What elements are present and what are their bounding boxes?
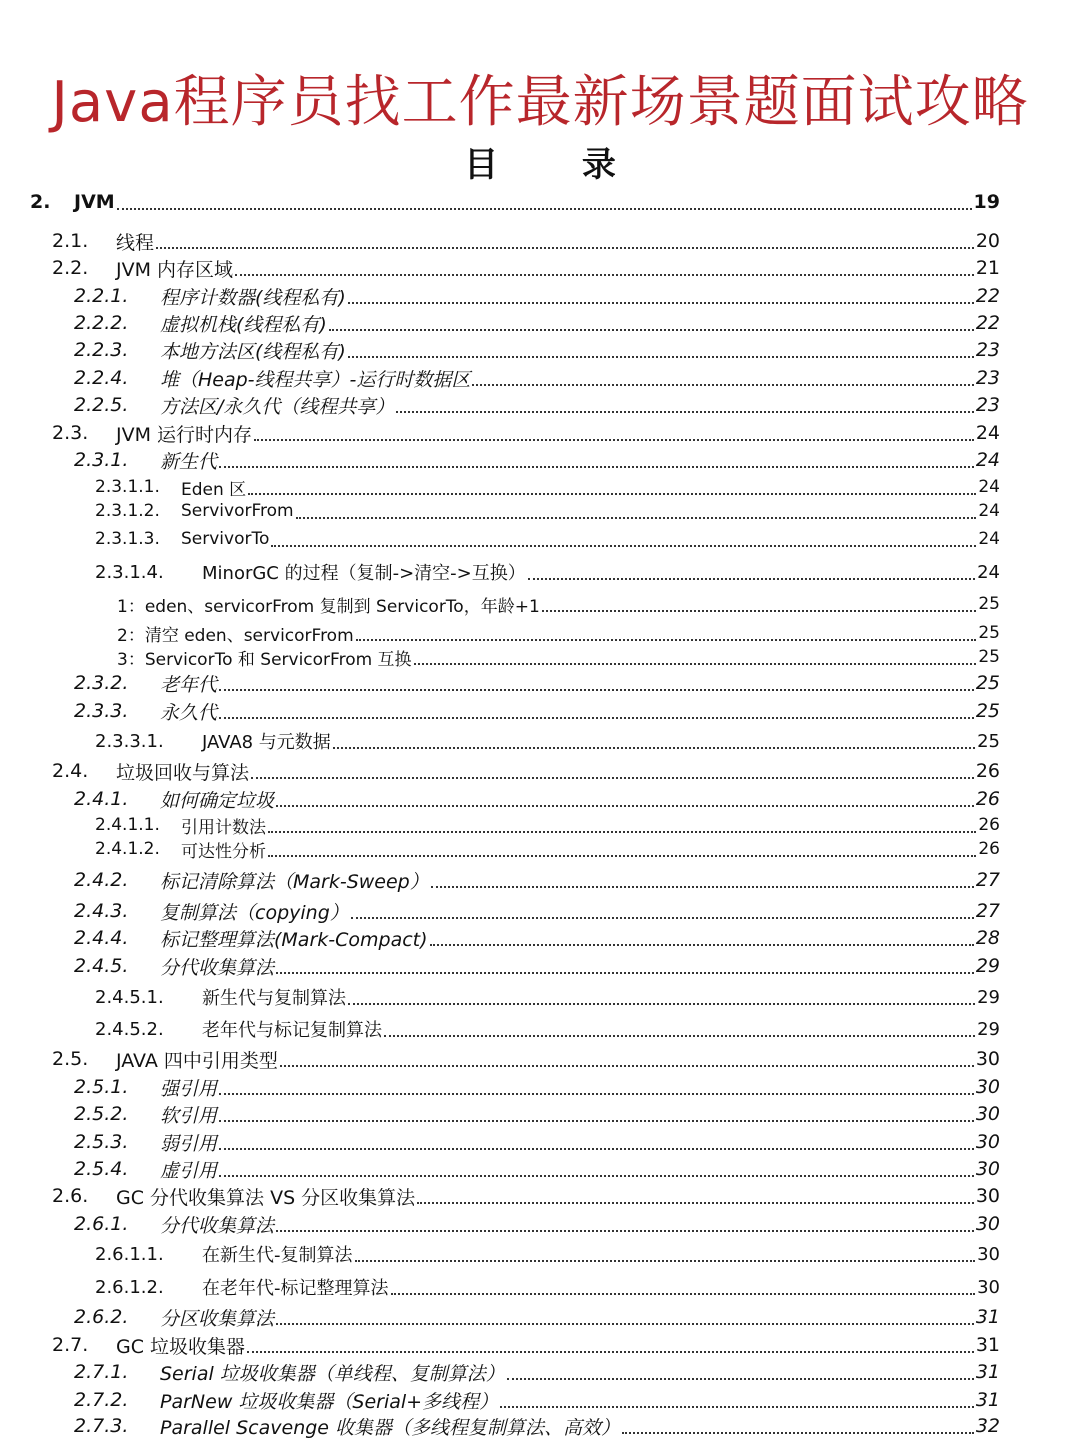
dot-leader: [271, 544, 976, 547]
toc-entry-number: 2.7.1.: [74, 1361, 129, 1383]
toc-entry-label: 老年代与标记复制算法: [202, 1020, 382, 1041]
toc-entry-label: 如何确定垃圾: [160, 789, 275, 812]
toc-entry[interactable]: [74, 282, 1000, 310]
toc-entry-page: 28: [975, 927, 1000, 949]
dot-leader: [356, 638, 977, 641]
toc-entry-label: Serial 垃圾收集器（单线程、复制算法）: [160, 1362, 505, 1385]
dot-leader: [472, 383, 973, 386]
toc-entry-label: Parallel Scavenge 收集器（多线程复制算法、高效）: [160, 1416, 621, 1439]
dot-leader: [268, 830, 976, 833]
toc-entry-number: 2.4.2.: [74, 869, 129, 891]
toc-entry-page: 25: [975, 672, 1000, 694]
toc-entry-page: 26: [978, 815, 1000, 835]
toc-entry-number: 2.2.1.: [74, 285, 129, 307]
toc-entry-page: 19: [973, 191, 1000, 213]
toc-heading: 目 录: [464, 145, 652, 185]
toc-entry[interactable]: [74, 391, 1000, 419]
toc-entry-number: 2.4.5.1.: [95, 986, 164, 1008]
toc-entry-page: 23: [975, 394, 1000, 416]
toc-entry[interactable]: [74, 669, 1000, 697]
toc-entry-number: 2.3.1.3.: [95, 529, 160, 549]
toc-entry-number: 2.3.1.2.: [95, 501, 160, 521]
dot-leader: [414, 662, 977, 665]
toc-entry-number: 2.6.1.2.: [95, 1276, 164, 1298]
toc-entry-number: 2.5.4.: [74, 1158, 129, 1180]
toc-entry-number: 2.2.: [52, 257, 89, 279]
toc-entry[interactable]: [74, 309, 1000, 337]
toc-entry-number: 2.4.4.: [74, 927, 129, 949]
toc-entry-number: 2.3.3.1.: [95, 730, 164, 752]
dot-leader: [348, 355, 974, 358]
toc-entry-page: 26: [975, 788, 1000, 810]
dot-leader: [417, 1201, 974, 1204]
dot-leader: [219, 465, 974, 468]
toc-entry-page: 30: [975, 1048, 1000, 1070]
toc-entry[interactable]: [95, 983, 1000, 1011]
dot-leader: [528, 577, 975, 580]
dot-leader: [384, 1034, 975, 1037]
toc-entry[interactable]: [95, 558, 1000, 586]
toc-entry-label: JVM 运行时内存: [116, 423, 253, 446]
toc-entry[interactable]: [74, 924, 1000, 952]
toc-entry-label: 新生代与复制算法: [202, 988, 346, 1009]
toc-entry[interactable]: [74, 1412, 1000, 1440]
toc-entry[interactable]: [117, 643, 1000, 671]
toc-entry-number: 2.2.3.: [74, 339, 129, 361]
toc-entry[interactable]: [52, 227, 1000, 255]
toc-entry[interactable]: [74, 1073, 1000, 1101]
toc-entry[interactable]: [74, 697, 1000, 725]
dot-leader: [431, 885, 974, 888]
toc-entry[interactable]: [74, 866, 1000, 894]
toc-entry-page: 24: [977, 561, 1000, 583]
dot-leader: [355, 1259, 976, 1262]
dot-leader: [247, 1350, 974, 1353]
toc-entry[interactable]: [74, 1210, 1000, 1238]
toc-entry-label: 3：ServicorTo 和 ServicorFrom 互换: [117, 649, 412, 670]
toc-entry[interactable]: [52, 1045, 1000, 1073]
toc-entry-number: 2.5.3.: [74, 1131, 129, 1153]
toc-entry-label: 在新生代-复制算法: [202, 1245, 353, 1266]
toc-entry-page: 24: [978, 477, 1000, 497]
toc-entry-label: Eden 区: [181, 479, 247, 500]
toc-entry-page: 31: [975, 1389, 1000, 1411]
toc-entry-page: 30: [975, 1103, 1000, 1125]
toc-entry-number: 2.4.1.: [74, 788, 129, 810]
toc-entry-label: 垃圾回收与算法: [116, 761, 250, 784]
toc-entry-label: JAVA 四中引用类型: [116, 1049, 278, 1072]
toc-entry-number: 2.6.1.: [74, 1213, 129, 1235]
toc-entry[interactable]: [95, 727, 1000, 755]
toc-entry-page: 25: [975, 700, 1000, 722]
toc-entry-label: 在老年代-标记整理算法: [202, 1278, 389, 1299]
dot-leader: [235, 273, 974, 276]
dot-leader: [276, 804, 974, 807]
toc-entry-label: JVM: [74, 191, 115, 213]
toc-entry-number: 2.6.2.: [74, 1306, 129, 1328]
toc-entry-number: 2.5.: [52, 1048, 89, 1070]
dot-leader: [333, 746, 975, 749]
toc-entry[interactable]: [95, 497, 1000, 525]
toc-entry[interactable]: [74, 1155, 1000, 1183]
toc-entry[interactable]: [52, 254, 1000, 282]
toc-entry-page: 31: [975, 1361, 1000, 1383]
dot-leader: [622, 1431, 974, 1434]
toc-entry-label: 强引用: [160, 1077, 218, 1100]
toc-entry-page: 24: [975, 422, 1000, 444]
toc-entry[interactable]: [95, 1240, 1000, 1268]
toc-entry[interactable]: [95, 835, 1000, 863]
toc-entry-label: 新生代: [160, 450, 218, 473]
dot-leader: [117, 207, 972, 210]
toc-entry-page: 30: [975, 1185, 1000, 1207]
toc-entry-number: 2.5.1.: [74, 1076, 129, 1098]
dot-leader: [500, 1405, 974, 1408]
toc-entry[interactable]: [74, 785, 1000, 813]
toc-entry-page: 26: [975, 760, 1000, 782]
toc-entry-number: 2.2.5.: [74, 394, 129, 416]
toc-entry-label: ParNew 垃圾收集器（Serial+多线程）: [160, 1390, 499, 1413]
toc-entry-page: 32: [975, 1415, 1000, 1437]
toc-entry[interactable]: [52, 1182, 1000, 1210]
toc-entry-number: 2.: [30, 191, 51, 213]
toc-entry-number: 2.3.2.: [74, 672, 129, 694]
toc-entry[interactable]: [30, 188, 1000, 216]
toc-entry[interactable]: [74, 897, 1000, 925]
dot-leader: [280, 1064, 974, 1067]
toc-entry-page: 27: [975, 900, 1000, 922]
toc-entry[interactable]: [74, 952, 1000, 980]
toc-entry[interactable]: [52, 1331, 1000, 1359]
toc-entry-number: 2.4.5.2.: [95, 1018, 164, 1040]
toc-entry-page: 23: [975, 367, 1000, 389]
toc-entry-label: 弱引用: [160, 1132, 218, 1155]
toc-entry-label: 虚引用: [160, 1159, 218, 1182]
toc-entry-number: 2.4.1.2.: [95, 839, 160, 859]
toc-entry-number: 2.1.: [52, 230, 89, 252]
toc-entry-label: 虚拟机栈(线程私有): [160, 313, 327, 336]
toc-entry[interactable]: [74, 364, 1000, 392]
toc-entry-page: 24: [978, 501, 1000, 521]
dot-leader: [219, 1174, 974, 1177]
toc-entry-label: GC 垃圾收集器: [116, 1335, 246, 1358]
toc-entry-page: 30: [977, 1243, 1000, 1265]
toc-entry-number: 2.2.4.: [74, 367, 129, 389]
dot-leader: [348, 301, 974, 304]
toc-entry-page: 23: [975, 339, 1000, 361]
dot-leader: [276, 1229, 974, 1232]
toc-entry-page: 31: [975, 1306, 1000, 1328]
toc-entry-label: 分代收集算法: [160, 956, 275, 979]
toc-entry-label: ServivorFrom: [181, 501, 294, 521]
toc-entry[interactable]: [74, 1386, 1000, 1414]
toc-entry-page: 20: [975, 230, 1000, 252]
dot-leader: [329, 328, 974, 331]
toc-entry-number: 2.7.3.: [74, 1415, 129, 1437]
toc-entry-page: 30: [975, 1158, 1000, 1180]
toc-entry-label: 标记整理算法(Mark-Compact): [160, 928, 428, 951]
dot-leader: [268, 854, 976, 857]
toc-entry-label: JVM 内存区域: [116, 258, 234, 281]
toc-entry[interactable]: [52, 419, 1000, 447]
toc-entry-number: 2.4.5.: [74, 955, 129, 977]
toc-entry-label: 可达性分析: [181, 841, 266, 862]
dot-leader: [251, 776, 974, 779]
dot-leader: [396, 410, 973, 413]
dot-leader: [348, 1002, 975, 1005]
toc-entry-label: ServivorTo: [181, 529, 270, 549]
toc-entry-label: 分代收集算法: [160, 1214, 275, 1237]
toc-entry-page: 30: [975, 1076, 1000, 1098]
dot-leader: [276, 971, 974, 974]
toc-entry-label: 程序计数器(线程私有): [160, 286, 346, 309]
toc-entry-page: 25: [977, 730, 1000, 752]
toc-entry-page: 25: [978, 623, 1000, 643]
dot-leader: [219, 716, 974, 719]
toc-entry-number: 2.6.: [52, 1185, 89, 1207]
toc-entry-number: 2.2.2.: [74, 312, 129, 334]
toc-entry[interactable]: [95, 525, 1000, 553]
dot-leader: [430, 943, 974, 946]
toc-entry-page: 24: [975, 449, 1000, 471]
toc-entry-number: 2.4.1.1.: [95, 815, 160, 835]
toc-entry-label: JAVA8 与元数据: [202, 732, 331, 753]
dot-leader: [219, 688, 974, 691]
dot-leader: [219, 1092, 974, 1095]
dot-leader: [296, 516, 977, 519]
toc-entry-number: 2.3.1.4.: [95, 561, 164, 583]
toc-entry[interactable]: [95, 1015, 1000, 1043]
toc-entry-label: 老年代: [160, 673, 218, 696]
toc-entry-label: 2：清空 eden、servicorFrom: [117, 625, 354, 646]
dot-leader: [507, 1377, 974, 1380]
toc-entry-label: 引用计数法: [181, 817, 266, 838]
toc-entry-label: 标记清除算法（Mark-Sweep）: [160, 870, 429, 893]
toc-entry-label: 1：eden、servicorFrom 复制到 ServicorTo，年龄+1: [117, 596, 540, 617]
toc-entry-label: 分区收集算法: [160, 1307, 275, 1330]
dot-leader: [542, 609, 977, 612]
toc-entry-number: 2.3.1.: [74, 449, 129, 471]
toc-entry-number: 2.3.: [52, 422, 89, 444]
toc-entry-label: 软引用: [160, 1104, 218, 1127]
toc-entry-number: 2.6.1.1.: [95, 1243, 164, 1265]
toc-entry-page: 21: [975, 257, 1000, 279]
toc-entry-number: 2.7.2.: [74, 1389, 129, 1411]
toc-entry-number: 2.4.3.: [74, 900, 129, 922]
toc-entry-page: 30: [975, 1213, 1000, 1235]
dot-leader: [254, 438, 974, 441]
toc-entry-page: 22: [975, 285, 1000, 307]
toc-entry-number: 2.3.3.: [74, 700, 129, 722]
toc-entry-page: 29: [975, 955, 1000, 977]
toc-entry[interactable]: [74, 1358, 1000, 1386]
toc-entry[interactable]: [52, 757, 1000, 785]
toc-entry-label: 本地方法区(线程私有): [160, 340, 346, 363]
dot-leader: [219, 1147, 974, 1150]
toc-entry-label: 复制算法（copying）: [160, 901, 349, 924]
toc-entry[interactable]: [74, 446, 1000, 474]
toc-entry-number: 2.3.1.1.: [95, 477, 160, 497]
toc-entry-label: GC 分代收集算法 VS 分区收集算法: [116, 1186, 416, 1209]
toc-entry-page: 22: [975, 312, 1000, 334]
dot-leader: [219, 1119, 974, 1122]
toc-entry-page: 24: [978, 529, 1000, 549]
dot-leader: [156, 246, 974, 249]
toc-entry[interactable]: [74, 1100, 1000, 1128]
toc-entry-page: 25: [978, 594, 1000, 614]
toc-entry[interactable]: [74, 1128, 1000, 1156]
toc-entry-label: 永久代: [160, 701, 218, 724]
toc-entry-page: 30: [975, 1131, 1000, 1153]
banner-title: Java程序员找工作最新场景题面试攻略: [51, 70, 1029, 135]
dot-leader: [391, 1292, 976, 1295]
toc-entry-page: 29: [977, 1018, 1000, 1040]
toc-entry-label: 堆（Heap-线程共享）-运行时数据区: [160, 368, 471, 391]
toc-entry-label: MinorGC 的过程（复制->清空->互换）: [202, 563, 526, 584]
toc-entry-page: 27: [975, 869, 1000, 891]
toc-entry-number: 2.4.: [52, 760, 89, 782]
toc-entry-number: 2.5.2.: [74, 1103, 129, 1125]
toc-entry-page: 29: [977, 986, 1000, 1008]
toc-entry-page: 26: [978, 839, 1000, 859]
toc-entry-label: 方法区/永久代（线程共享）: [160, 395, 395, 418]
dot-leader: [276, 1322, 974, 1325]
toc-entry[interactable]: [95, 1273, 1000, 1301]
toc-entry-page: 31: [975, 1334, 1000, 1356]
toc-entry[interactable]: [117, 590, 1000, 618]
toc-entry-page: 30: [977, 1276, 1000, 1298]
dot-leader: [351, 916, 974, 919]
toc-entry-label: 线程: [116, 231, 155, 254]
toc-entry-page: 25: [978, 647, 1000, 667]
toc-entry[interactable]: [74, 1303, 1000, 1331]
dot-leader: [248, 492, 976, 495]
toc-entry-number: 2.7.: [52, 1334, 89, 1356]
toc-entry[interactable]: [74, 336, 1000, 364]
